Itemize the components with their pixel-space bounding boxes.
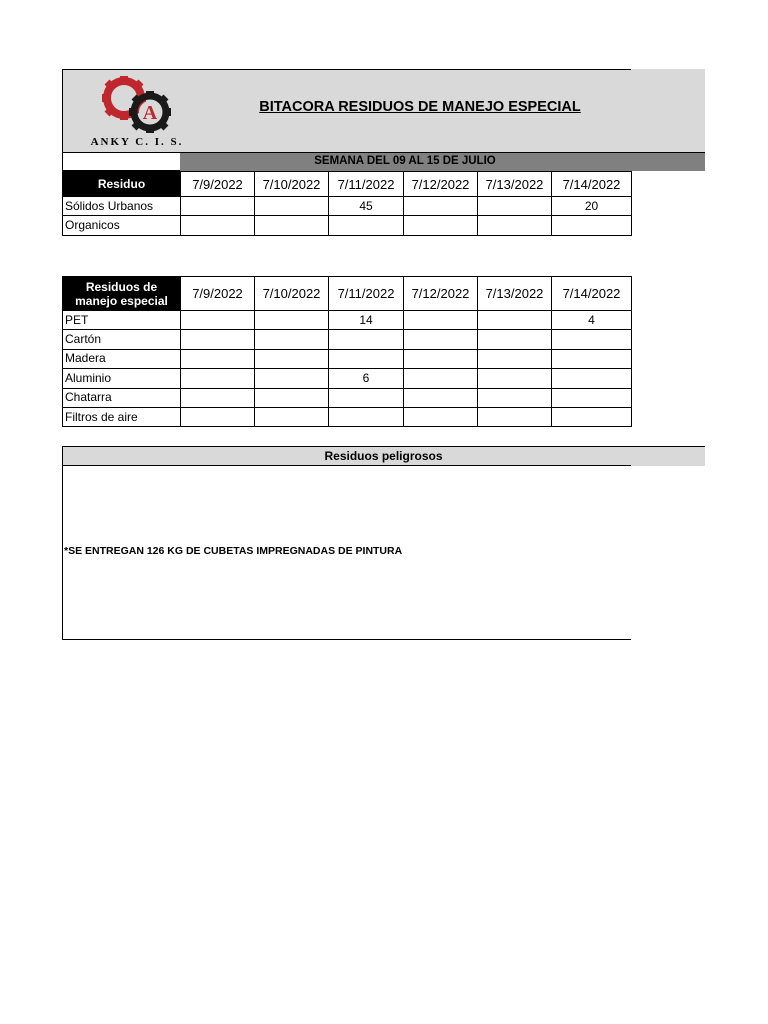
table-cell: 14 bbox=[329, 311, 404, 330]
table-cell bbox=[552, 349, 632, 368]
row-label: Cartón bbox=[63, 330, 181, 349]
date-header: 7/13/2022 bbox=[478, 277, 552, 311]
table-row bbox=[63, 197, 632, 216]
table-row bbox=[63, 388, 632, 407]
row-label: Madera bbox=[63, 349, 181, 368]
hazardous-title: Residuos peligrosos bbox=[324, 449, 443, 463]
week-label: SEMANA DEL 09 AL 15 DE JULIO bbox=[314, 155, 496, 167]
waste-column-header: Residuo bbox=[63, 172, 181, 197]
table-cell bbox=[329, 216, 404, 235]
table-cell bbox=[552, 216, 632, 235]
hazardous-divider bbox=[62, 465, 631, 466]
hazardous-notes-box bbox=[62, 446, 631, 640]
table-cell bbox=[478, 349, 552, 368]
date-header: 7/14/2022 bbox=[552, 172, 632, 197]
table-cell bbox=[404, 369, 478, 388]
special-waste-table bbox=[62, 276, 632, 427]
row-label: Aluminio bbox=[63, 369, 181, 388]
table-cell bbox=[255, 369, 329, 388]
special-waste-column-header: Residuos de manejo especial bbox=[63, 277, 181, 311]
date-header: 7/12/2022 bbox=[404, 172, 478, 197]
table-cell bbox=[478, 330, 552, 349]
date-header: 7/11/2022 bbox=[329, 277, 404, 311]
table-cell: 6 bbox=[329, 369, 404, 388]
hazardous-note: *SE ENTREGAN 126 KG DE CUBETAS IMPREGNADAS DE PINTURA bbox=[64, 545, 403, 557]
table-cell: 45 bbox=[329, 197, 404, 216]
table-cell bbox=[329, 407, 404, 426]
table-row bbox=[63, 216, 632, 235]
table-cell bbox=[255, 388, 329, 407]
table-cell bbox=[552, 369, 632, 388]
table-cell bbox=[181, 330, 255, 349]
table-row bbox=[63, 311, 632, 330]
table-cell bbox=[255, 407, 329, 426]
table-cell bbox=[255, 197, 329, 216]
date-header: 7/14/2022 bbox=[552, 277, 632, 311]
table-header-row bbox=[63, 172, 632, 197]
table-cell bbox=[478, 311, 552, 330]
table-cell bbox=[255, 216, 329, 235]
table-cell bbox=[181, 369, 255, 388]
date-header: 7/12/2022 bbox=[404, 277, 478, 311]
logo-text: ANKY C. I. S. bbox=[90, 136, 184, 148]
table-cell bbox=[404, 216, 478, 235]
table-cell bbox=[404, 197, 478, 216]
table-cell bbox=[181, 407, 255, 426]
date-header: 7/10/2022 bbox=[255, 172, 329, 197]
row-label: Chatarra bbox=[63, 388, 181, 407]
table-cell bbox=[181, 216, 255, 235]
table-cell bbox=[181, 388, 255, 407]
date-header: 7/9/2022 bbox=[181, 172, 255, 197]
table-row bbox=[63, 349, 632, 368]
urban-waste-table bbox=[62, 171, 632, 236]
table-cell bbox=[181, 197, 255, 216]
table-cell bbox=[552, 407, 632, 426]
table-cell bbox=[404, 330, 478, 349]
row-label: Sólidos Urbanos bbox=[63, 197, 181, 216]
row-label: PET bbox=[63, 311, 181, 330]
table-cell bbox=[404, 349, 478, 368]
table-cell bbox=[255, 330, 329, 349]
table-cell bbox=[552, 388, 632, 407]
table-cell bbox=[404, 407, 478, 426]
table-cell bbox=[181, 349, 255, 368]
table-cell bbox=[478, 407, 552, 426]
table-cell bbox=[329, 349, 404, 368]
table-row bbox=[63, 330, 632, 349]
date-header: 7/11/2022 bbox=[329, 172, 404, 197]
week-row-blank bbox=[62, 152, 180, 171]
table-cell bbox=[329, 388, 404, 407]
table-row bbox=[63, 369, 632, 388]
row-label: Filtros de aire bbox=[63, 407, 181, 426]
date-header: 7/13/2022 bbox=[478, 172, 552, 197]
table-cell bbox=[329, 330, 404, 349]
row-label: Organicos bbox=[63, 216, 181, 235]
table-cell bbox=[478, 197, 552, 216]
document-title: BITACORA RESIDUOS DE MANEJO ESPECIAL bbox=[259, 99, 581, 115]
logo-letter: A bbox=[142, 102, 158, 124]
table-cell bbox=[255, 349, 329, 368]
table-cell bbox=[181, 311, 255, 330]
table-cell bbox=[478, 216, 552, 235]
table-cell bbox=[478, 369, 552, 388]
table-cell bbox=[404, 388, 478, 407]
table-cell bbox=[404, 311, 478, 330]
table-header-row bbox=[63, 277, 632, 311]
table-cell bbox=[255, 311, 329, 330]
date-header: 7/9/2022 bbox=[181, 277, 255, 311]
table-cell bbox=[478, 388, 552, 407]
table-cell: 20 bbox=[552, 197, 632, 216]
table-cell: 4 bbox=[552, 311, 632, 330]
table-cell bbox=[552, 330, 632, 349]
table-row bbox=[63, 407, 632, 426]
date-header: 7/10/2022 bbox=[255, 277, 329, 311]
